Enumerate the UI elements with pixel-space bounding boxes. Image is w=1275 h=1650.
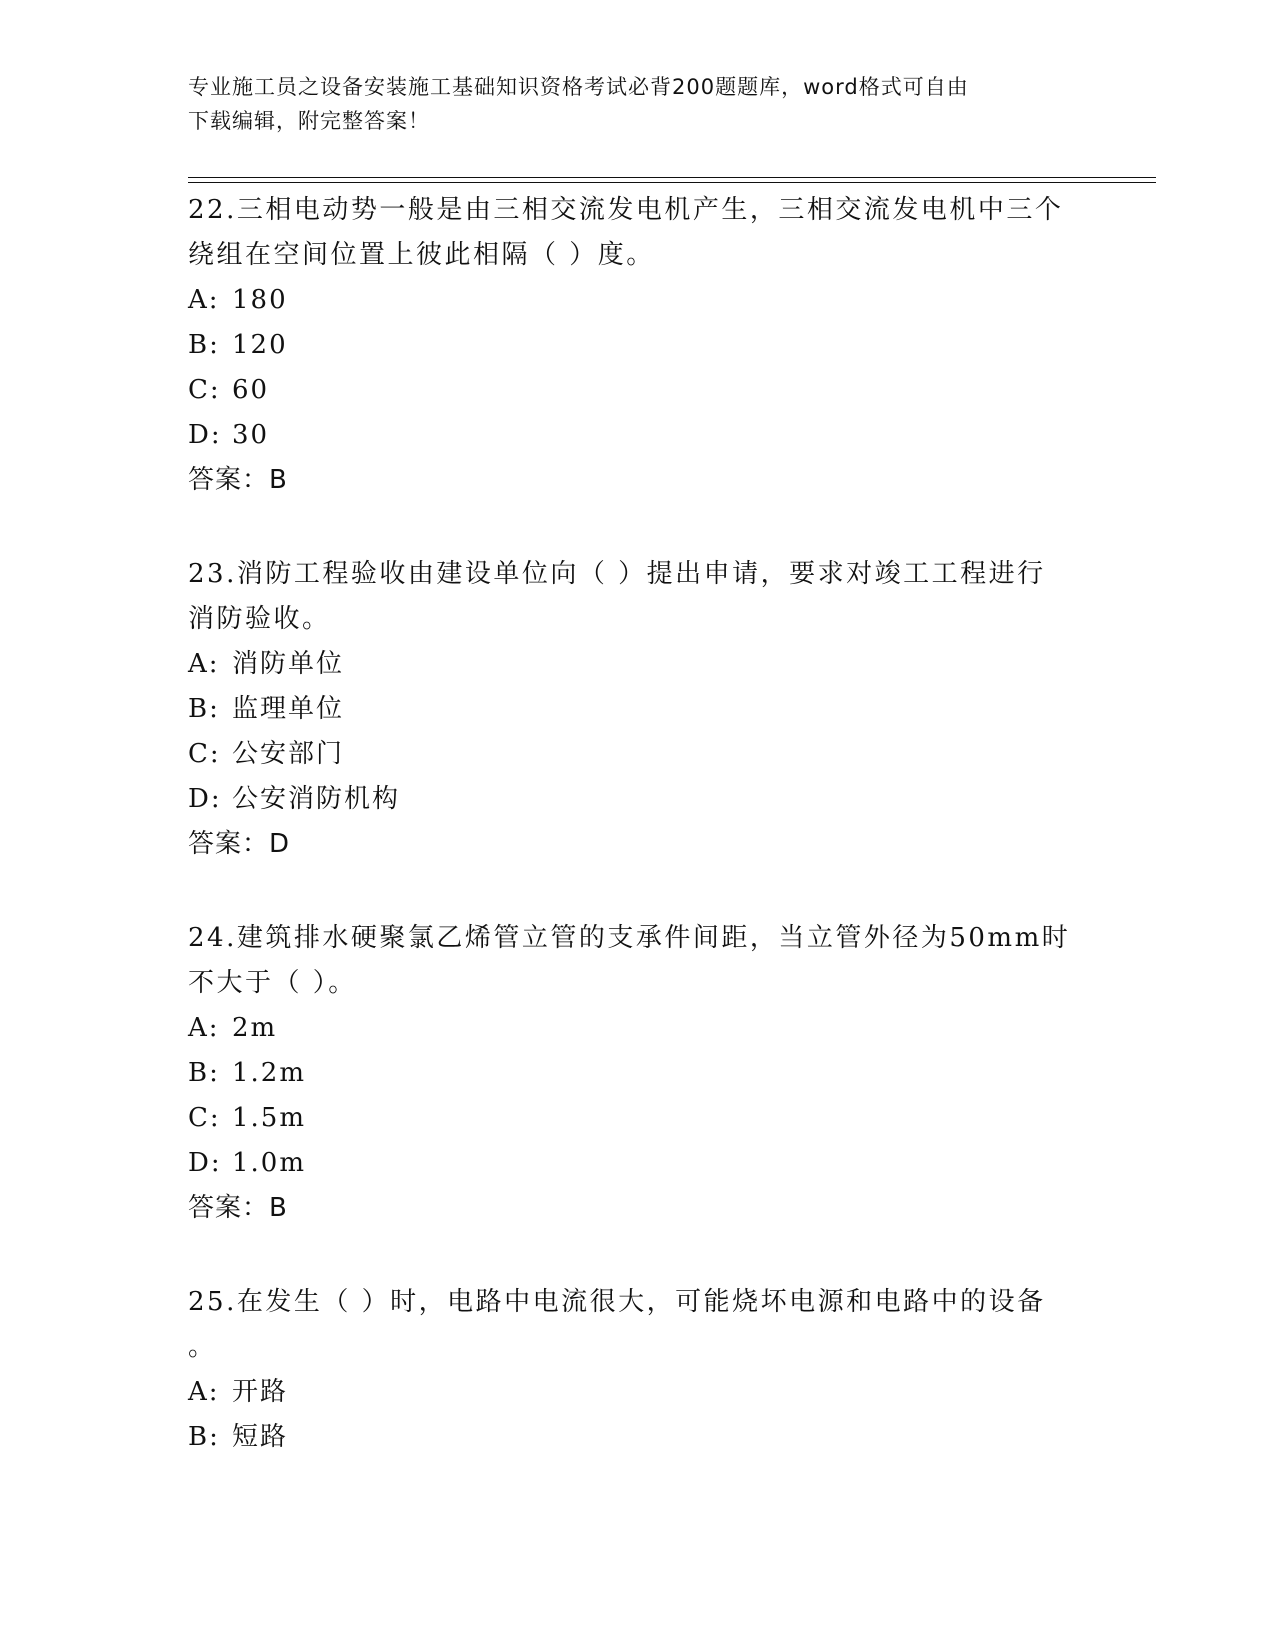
answer-line: 答案：B xyxy=(188,1193,288,1223)
question-22 xyxy=(188,188,1088,503)
option-text: 2m xyxy=(232,1013,278,1043)
question-stem: 23.消防工程验收由建设单位向（ ）提出申请，要求对竣工工程进行 消防验收。 xyxy=(188,559,1046,634)
option-text: 120 xyxy=(232,330,288,360)
option-key: A: xyxy=(188,285,220,315)
question-23 xyxy=(188,552,1088,867)
option-text: 60 xyxy=(232,375,270,405)
option-key: B: xyxy=(188,1058,220,1088)
question-25 xyxy=(188,1280,1088,1460)
option-key: C: xyxy=(188,375,221,405)
option-text: 1.5m xyxy=(232,1103,307,1133)
option-a xyxy=(188,642,1088,687)
option-d xyxy=(188,1141,1088,1186)
option-d xyxy=(188,413,1088,458)
question-stem: 25.在发生（ ）时，电路中电流很大，可能烧坏电源和电路中的设备 。 xyxy=(188,1287,1046,1362)
option-key: B: xyxy=(188,694,220,724)
option-key: D: xyxy=(188,420,222,450)
option-text: 消防单位 xyxy=(232,649,345,679)
option-text: 公安消防机构 xyxy=(232,784,401,814)
question-stem: 24.建筑排水硬聚氯乙烯管立管的支承件间距，当立管外径为50mm时 不大于（ ）。 xyxy=(188,923,1071,998)
header-divider-top xyxy=(188,177,1156,178)
option-text: 监理单位 xyxy=(232,694,345,724)
question-stem: 22.三相电动势一般是由三相交流发电机产生，三相交流发电机中三个 绕组在空间位置上彼此相隔（ ）度。 xyxy=(188,195,1064,270)
option-text: 1.2m xyxy=(232,1058,307,1088)
option-key: A: xyxy=(188,1377,220,1407)
option-c xyxy=(188,732,1088,777)
option-c xyxy=(188,1096,1088,1141)
option-key: C: xyxy=(188,739,221,769)
option-a xyxy=(188,1006,1088,1051)
option-b xyxy=(188,1415,1088,1460)
option-text: 短路 xyxy=(232,1422,289,1452)
option-key: B: xyxy=(188,1422,220,1452)
option-text: 开路 xyxy=(232,1377,289,1407)
option-b xyxy=(188,687,1088,732)
option-text: 公安部门 xyxy=(232,739,345,769)
answer-line: 答案：B xyxy=(188,465,288,495)
option-c xyxy=(188,368,1088,413)
option-key: A: xyxy=(188,649,220,679)
option-d xyxy=(188,777,1088,822)
question-24 xyxy=(188,916,1088,1231)
option-text: 1.0m xyxy=(232,1148,307,1178)
answer-line: 答案：D xyxy=(188,829,291,859)
option-key: D: xyxy=(188,784,222,814)
option-text: 180 xyxy=(232,285,288,315)
option-text: 30 xyxy=(232,420,270,450)
option-a xyxy=(188,278,1088,323)
option-key: D: xyxy=(188,1148,222,1178)
option-b xyxy=(188,323,1088,368)
header-divider-bottom xyxy=(188,182,1156,183)
option-b xyxy=(188,1051,1088,1096)
option-key: A: xyxy=(188,1013,220,1043)
option-a xyxy=(188,1370,1088,1415)
option-key: B: xyxy=(188,330,220,360)
document-header: 专业施工员之设备安装施工基础知识资格考试必背200题题库，word格式可自由 下载编辑，附完整答案！ xyxy=(188,75,969,133)
option-key: C: xyxy=(188,1103,221,1133)
